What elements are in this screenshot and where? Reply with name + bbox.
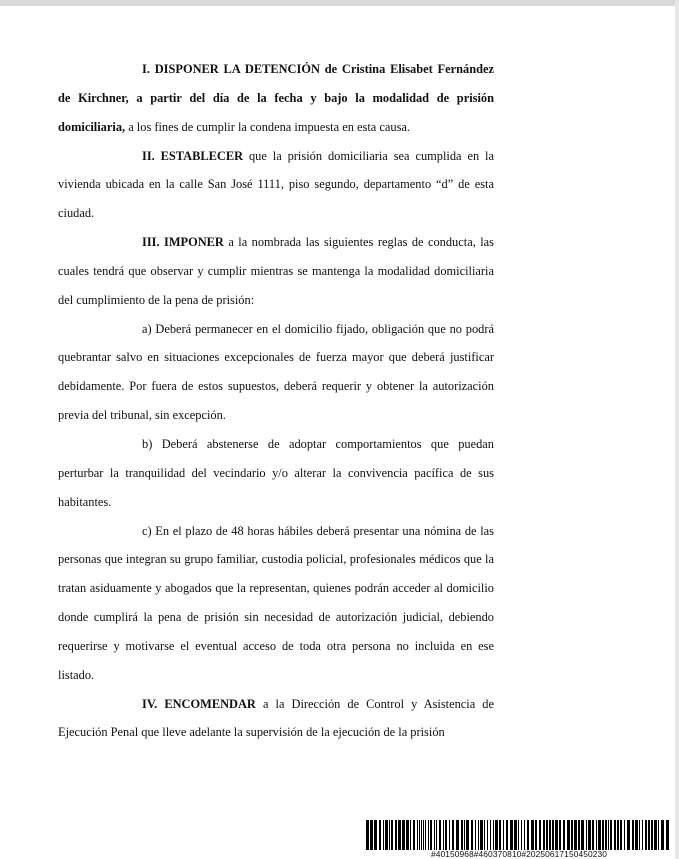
paragraph-rule-b-text: b) Deberá abstenerse de adoptar comportamientos que puedan perturbar la tranquilidad del vecindario y/o alterar la convivencia pacífica de sus habitantes.	[58, 436, 494, 509]
barcode-bar	[546, 820, 548, 850]
barcode-bar	[574, 820, 577, 850]
barcode-bar	[539, 820, 541, 850]
barcode-bar	[559, 820, 561, 850]
barcode-bar	[421, 820, 422, 850]
barcode-bar	[617, 820, 619, 850]
barcode-bar	[410, 820, 411, 850]
barcode-bar	[567, 820, 570, 850]
barcode-bar	[428, 820, 429, 850]
barcode-bar	[389, 820, 390, 850]
barcode-bar	[614, 820, 616, 850]
paragraph-establecer-bold: II. ESTABLECER	[142, 148, 244, 163]
barcode-bar	[518, 820, 519, 850]
paragraph-disponer	[58, 55, 494, 142]
barcode-bar	[610, 820, 612, 850]
paragraph-rule-c-text: c) En el plazo de 48 horas hábiles deberá presentar una nómina de las personas que integran su grupo familiar, custodia policial, profesionales médicos que la tratan asiduamente y abogados que la representan, quienes podrán acceder al domicilio donde cumplirá la pena de prisión sin necesidad de autorización judicial, debiendo requerirse y motivarse el eventual acceso de toda otra persona no incluida en ese listado.	[58, 523, 494, 682]
barcode-bar	[598, 820, 601, 850]
barcode-bar	[654, 820, 657, 850]
paragraph-disponer-bold: I. DISPONER LA DETENCIÓN de Cristina Elisabet Fernández de Kirchner, a partir del día de la fecha y bajo la modalidad de prisión domiciliaria,	[58, 62, 494, 134]
barcode-bar	[417, 820, 418, 850]
barcode-bar	[425, 820, 426, 850]
barcode-bar	[648, 820, 650, 850]
barcode-bar	[555, 820, 558, 850]
barcode-bar	[535, 820, 537, 850]
barcode-bar	[581, 820, 584, 850]
paragraph-rule-a-text: a) Deberá permanecer en el domicilio fijado, obligación que no podrá quebrantar salvo en situaciones excepcionales de fuerza mayor que deberá justificar debidamente. Por fuera de estos supuestos, deberá requerir y obtener la autorización previa del tribunal, sin excepción.	[58, 321, 494, 423]
barcode-bar	[624, 820, 625, 850]
barcode-bar	[531, 820, 534, 850]
barcode-bar	[461, 820, 463, 850]
document-barcode	[366, 820, 672, 859]
barcode-bar	[439, 820, 441, 850]
barcode-code: #40150968#460370810#20250617150450230	[430, 849, 608, 859]
barcode-bar	[370, 820, 373, 850]
barcode-bar	[413, 820, 415, 850]
barcode-bar	[374, 820, 377, 850]
barcode-bar	[563, 820, 565, 850]
barcode-bar	[456, 820, 459, 850]
barcode-bar	[632, 820, 634, 850]
paragraph-establecer-text: que la prisión domiciliaria sea cumplida en la vivienda ubicada en la calle San José 1111, piso segundo, departamento “d” de esta ciudad.	[58, 148, 494, 221]
paragraph-rule-b	[58, 430, 494, 517]
barcode-bar	[471, 820, 473, 850]
paragraph-imponer-bold: III. IMPONER	[142, 235, 224, 250]
paragraph-encomendar-bold: IV. ENCOMENDAR	[142, 696, 256, 711]
paragraph-encomendar	[58, 690, 494, 748]
barcode-bar	[436, 820, 437, 850]
barcode-bar	[487, 820, 488, 850]
barcode-bar	[475, 820, 476, 850]
barcode-bar	[510, 820, 513, 850]
paragraph-encomendar-text: a la Dirección de Control y Asistencia de Ejecución Penal que lleve adelante la supervisión de la ejecución de la prisión	[58, 696, 495, 740]
barcode-bar	[391, 820, 393, 850]
paragraph-rule-c	[58, 517, 494, 690]
barcode-bar	[443, 820, 444, 850]
barcode-bar	[383, 820, 384, 850]
barcode-bar	[402, 820, 405, 850]
barcode-bar	[478, 820, 479, 850]
barcode-bar	[452, 820, 454, 850]
barcode-bar	[484, 820, 485, 850]
barcode-bar	[602, 820, 604, 850]
barcode-bar	[480, 820, 483, 850]
barcode-bar	[527, 820, 529, 850]
barcode-bar	[366, 820, 369, 850]
barcode-bar	[543, 820, 545, 850]
barcode-bar	[514, 820, 517, 850]
barcode-bar	[596, 820, 597, 850]
barcode-bar	[635, 820, 638, 850]
barcode-bar	[423, 820, 424, 850]
barcode-bar	[651, 820, 653, 850]
barcode-bar	[464, 820, 465, 850]
barcode-bar	[495, 820, 498, 850]
barcode-graphic	[366, 820, 672, 850]
barcode-bar	[620, 820, 622, 850]
barcode-bar	[666, 820, 669, 850]
barcode-bar	[524, 820, 525, 850]
paragraph-establecer	[58, 142, 494, 229]
barcode-bar	[493, 820, 494, 850]
barcode-bar	[430, 820, 432, 850]
barcode-bar	[466, 820, 469, 850]
barcode-bar	[419, 820, 420, 850]
barcode-bar	[642, 820, 643, 850]
barcode-bar	[521, 820, 522, 850]
page-top-edge	[0, 0, 679, 6]
barcode-bar	[406, 820, 409, 850]
barcode-bar	[499, 820, 501, 850]
barcode-bar	[578, 820, 580, 850]
barcode-bar	[645, 820, 647, 850]
barcode-bar	[434, 820, 435, 850]
barcode-bar	[586, 820, 587, 850]
paragraph-disponer-text: a los fines de cumplir la condena impuesta en esta causa.	[125, 119, 410, 134]
document-page	[58, 55, 494, 747]
barcode-bar	[385, 820, 388, 850]
barcode-bar	[605, 820, 607, 850]
barcode-bar	[549, 820, 551, 850]
barcode-bar	[449, 820, 450, 850]
paragraph-imponer-text: a la nombrada las siguientes reglas de conducta, las cuales tendrá que observar y cumplir mientras se mantenga la modalidad domiciliaria del cumplimiento de la pena de prisión:	[58, 235, 494, 307]
barcode-bar	[552, 820, 554, 850]
barcode-bar	[571, 820, 573, 850]
paragraph-imponer	[58, 228, 494, 315]
barcode-bar	[639, 820, 640, 850]
barcode-bar	[627, 820, 630, 850]
page-right-edge	[675, 0, 679, 859]
barcode-bar	[588, 820, 591, 850]
barcode-bar	[608, 820, 609, 850]
barcode-bar	[503, 820, 504, 850]
barcode-bar	[490, 820, 491, 850]
barcode-bar	[661, 820, 664, 850]
barcode-bar	[379, 820, 381, 850]
barcode-bar	[395, 820, 397, 850]
barcode-bar	[658, 820, 659, 850]
barcode-bar	[506, 820, 508, 850]
barcode-bar	[592, 820, 594, 850]
barcode-bar	[398, 820, 401, 850]
barcode-bar	[445, 820, 447, 850]
paragraph-rule-a	[58, 315, 494, 430]
